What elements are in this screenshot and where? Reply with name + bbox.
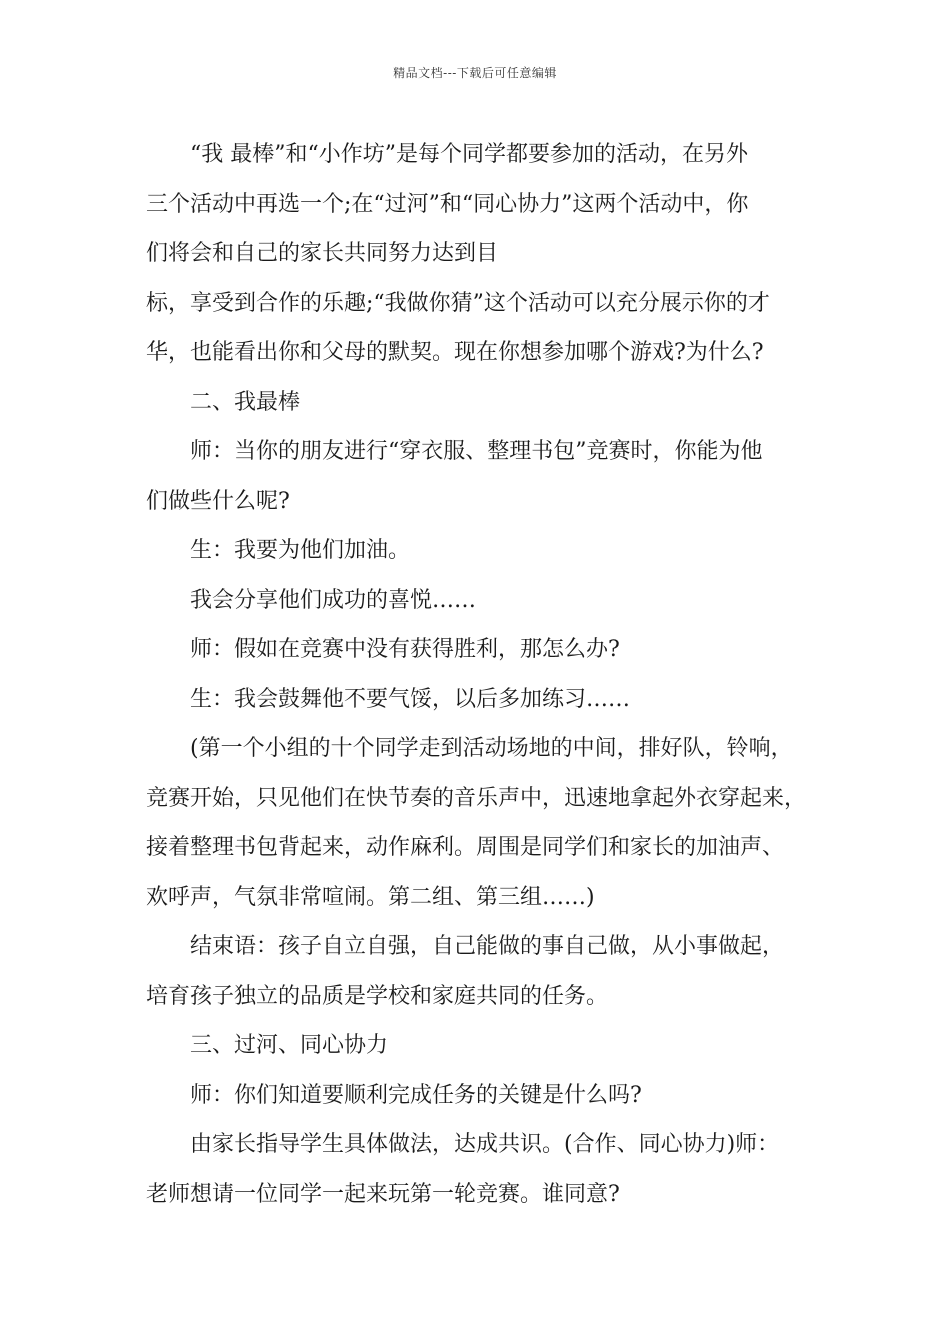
- paragraph-line: “我 最棒”和“小作坊”是每个同学都要参加的活动，在另外: [190, 142, 748, 167]
- paragraph-line: 我会分享他们成功的喜悦……: [190, 587, 477, 613]
- section-heading: 二、我最棒: [190, 389, 301, 415]
- paragraph-line: 结束语：孩子自立自强，自己能做的事自己做，从小事做起，: [190, 934, 785, 959]
- paragraph-line: 竞赛开始，只见他们在快节奏的音乐声中，迅速地拿起外衣穿起来，: [146, 785, 807, 811]
- paragraph-line: 三个活动中再选一个;在“过河”和“同心协力”这两个活动中，你: [146, 191, 749, 217]
- section-heading: 三、过河、同心协力: [190, 1033, 389, 1058]
- paragraph-line: 们将会和自己的家长共同努力达到目: [146, 241, 499, 266]
- paragraph-line: 师：假如在竞赛中没有获得胜利，那怎么办?: [190, 637, 620, 662]
- paragraph-line: 华，也能看出你和父母的默契。现在你想参加哪个游戏?为什么?: [146, 340, 764, 365]
- paragraph-line: 欢呼声，气氛非常喧闹。第二组、第三组……): [146, 884, 595, 910]
- paragraph-line: 由家长指导学生具体做法，达成共识。(合作、同心协力)师：: [190, 1132, 780, 1157]
- document-body: [146, 130, 826, 1219]
- paragraph-line: 接着整理书包背起来，动作麻利。周围是同学们和家长的加油声、: [146, 835, 785, 860]
- paragraph-line: 师：你们知道要顺利完成任务的关键是什么吗?: [190, 1082, 642, 1108]
- paragraph-line: 生：我要为他们加油。: [190, 538, 411, 563]
- paragraph-line: 培育孩子独立的品质是学校和家庭共同的任务。: [146, 983, 609, 1009]
- paragraph-line: 老师想请一位同学一起来玩第一轮竞赛。谁同意?: [146, 1181, 620, 1207]
- paragraph-line: 们做些什么呢?: [146, 488, 290, 514]
- paragraph-line: 师：当你的朋友进行“穿衣服、整理书包”竞赛时，你能为他: [190, 439, 763, 464]
- paragraph-line: (第一个小组的十个同学走到活动场地的中间，排好队，铃响，: [190, 736, 793, 761]
- paragraph-line: 标，享受到合作的乐趣;“我做你猜”这个活动可以充分展示你的才: [146, 290, 770, 316]
- paragraph-line: 生：我会鼓舞他不要气馁，以后多加练习……: [190, 686, 631, 712]
- page-header: 精品文档---下载后可任意编辑: [393, 66, 557, 80]
